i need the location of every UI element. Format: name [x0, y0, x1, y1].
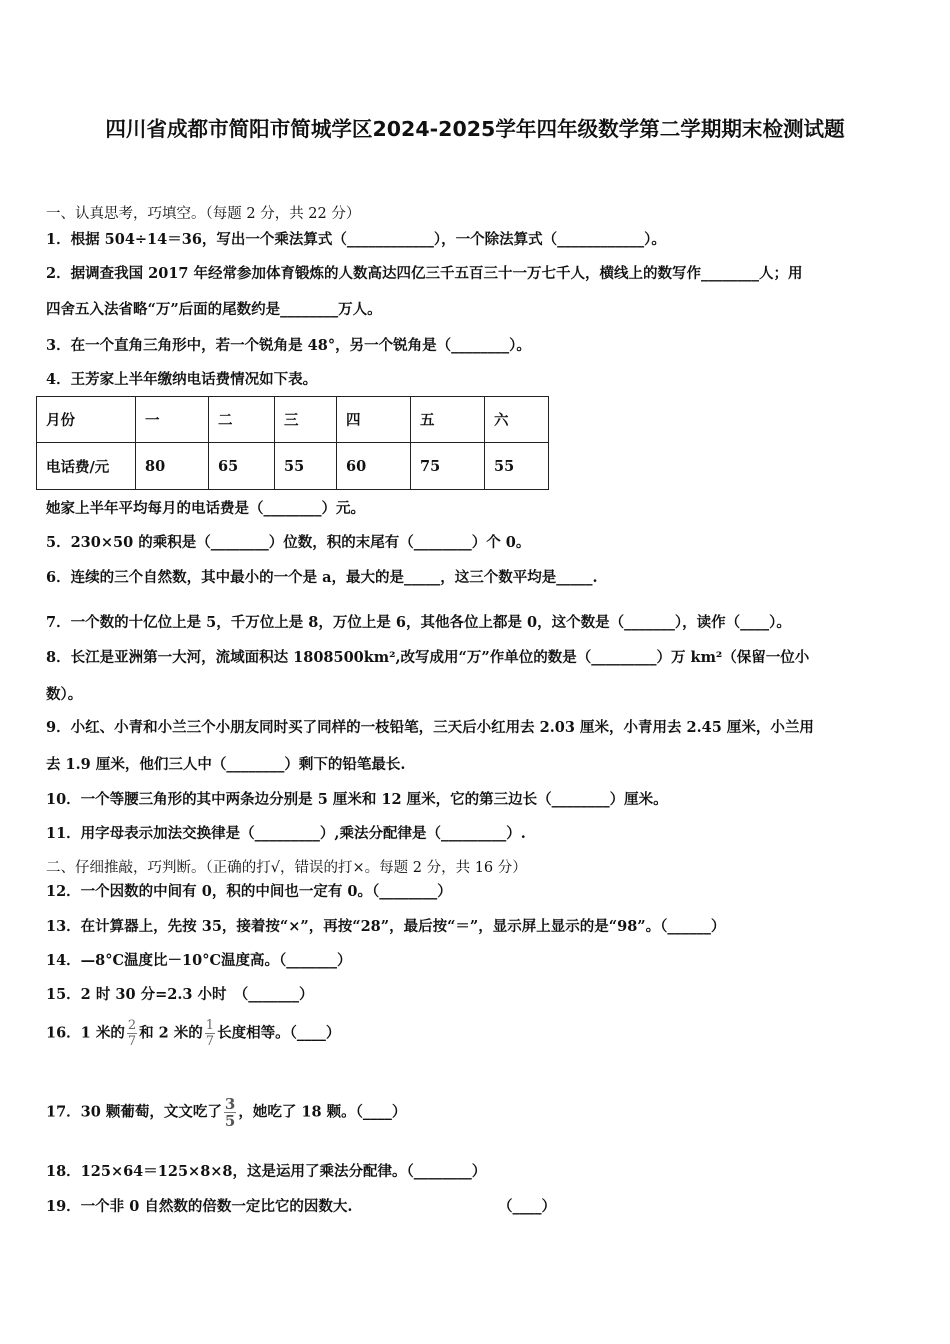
section-2-heading: 二、仔细推敲，巧判断。（正确的打√，错误的打×。每题 2 分，共 16 分）: [46, 860, 527, 876]
question-14: 14．—8°C温度比－10°C温度高。（_______）: [46, 952, 352, 969]
table-cell: 电话费/元: [37, 443, 136, 490]
question-16-text-1: 16．1 米的: [46, 1024, 125, 1042]
table-cell: 三: [275, 397, 337, 443]
table-cell: 60: [337, 443, 411, 490]
table-cell: 80: [136, 443, 209, 490]
fraction-one-seventh: [205, 1018, 215, 1049]
question-8-line-2: 数）。: [46, 686, 83, 703]
section-1-heading: 一、认真思考，巧填空。（每题 2 分，共 22 分）: [46, 206, 361, 222]
question-1: 1．根据 504÷14＝36，写出一个乘法算式（____________），一个除法算式（____________）。: [46, 231, 666, 248]
question-6: 6．连续的三个自然数，其中最小的一个是 a，最大的是_____，这三个数平均是_____.: [46, 569, 598, 586]
question-16: [46, 1018, 340, 1049]
question-7: 7．一个数的十亿位上是 5，千万位上是 8，万位上是 6，其他各位上都是 0，这个数是（_______），读作（____）。: [46, 614, 791, 631]
table-cell: 75: [411, 443, 485, 490]
question-13: 13．在计算器上，先按 35，接着按“×”，再按“28”，最后按“＝”，显示屏上显示的是“98”。（______）: [46, 918, 726, 935]
question-3: 3．在一个直角三角形中，若一个锐角是 48°，另一个锐角是（________）。: [46, 337, 531, 354]
table-cell: 五: [411, 397, 485, 443]
fraction-numerator: 2: [127, 1018, 137, 1033]
table-cell: 月份: [37, 397, 136, 443]
question-17-text-2: ，她吃了 18 颗。（____）: [238, 1103, 407, 1121]
table-header-row: [37, 397, 549, 443]
fraction-denominator: 7: [205, 1034, 215, 1049]
question-5: 5．230×50 的乘积是（________）位数，积的末尾有（________）个 0。: [46, 534, 531, 551]
page-title: 四川省成都市简阳市简城学区2024-2025学年四年级数学第二学期期末检测试题: [105, 117, 845, 141]
table-cell: 55: [485, 443, 549, 490]
question-2-line-2: 四舍五入法省略“万”后面的尾数约是________万人。: [46, 301, 382, 318]
question-16-text-3: 长度相等。（____）: [217, 1024, 341, 1042]
table-cell: 二: [209, 397, 275, 443]
table-row: [37, 443, 549, 490]
phone-bill-table: [36, 396, 549, 490]
question-17-text-1: 17．30 颗葡萄，文文吃了: [46, 1103, 222, 1121]
question-11: 11．用字母表示加法交换律是（_________）,乘法分配律是（_________）.: [46, 825, 526, 842]
fraction-numerator: 1: [205, 1018, 215, 1033]
question-18: 18．125×64＝125×8×8，这是运用了乘法分配律。（________）: [46, 1163, 487, 1180]
question-4-answer: 她家上半年平均每月的电话费是（________）元。: [46, 500, 365, 517]
question-9-line-2: 去 1.9 厘米，他们三人中（________）剩下的铅笔最长.: [46, 756, 406, 773]
fraction-denominator: 7: [127, 1034, 137, 1049]
question-4: 4．王芳家上半年缴纳电话费情况如下表。: [46, 371, 318, 388]
table-cell: 65: [209, 443, 275, 490]
fraction-numerator: 3: [224, 1095, 236, 1113]
table-cell: 一: [136, 397, 209, 443]
question-19-answer-blank: （____）: [498, 1198, 556, 1215]
question-9-line-1: 9．小红、小青和小兰三个小朋友同时买了同样的一枝铅笔，三天后小红用去 2.03 厘米，小青用去 2.45 厘米，小兰用: [46, 719, 814, 736]
question-8-line-1: 8．长江是亚洲第一大河，流域面积达 1808500km²,改写成用“万”作单位的数是（_________）万 km²（保留一位小: [46, 649, 810, 666]
question-10: 10．一个等腰三角形的其中两条边分别是 5 厘米和 12 厘米，它的第三边长（________）厘米。: [46, 791, 668, 808]
question-17: [46, 1096, 406, 1129]
table-cell: 四: [337, 397, 411, 443]
fraction-three-fifths: [224, 1096, 236, 1129]
table-cell: 55: [275, 443, 337, 490]
question-19: 19．一个非 0 自然数的倍数一定比它的因数大.: [46, 1198, 353, 1215]
question-15: 15．2 时 30 分=2.3 小时 （_______）: [46, 986, 314, 1003]
table-cell: 六: [485, 397, 549, 443]
question-16-text-2: 和 2 米的: [139, 1024, 203, 1042]
fraction-denominator: 5: [224, 1112, 236, 1130]
fraction-two-sevenths: [127, 1018, 137, 1049]
question-12: 12．一个因数的中间有 0，积的中间也一定有 0。（________）: [46, 883, 452, 900]
question-2-line-1: 2．据调查我国 2017 年经常参加体育锻炼的人数高达四亿三千五百三十一万七千人，横线上的数写作________人；用: [46, 265, 803, 282]
